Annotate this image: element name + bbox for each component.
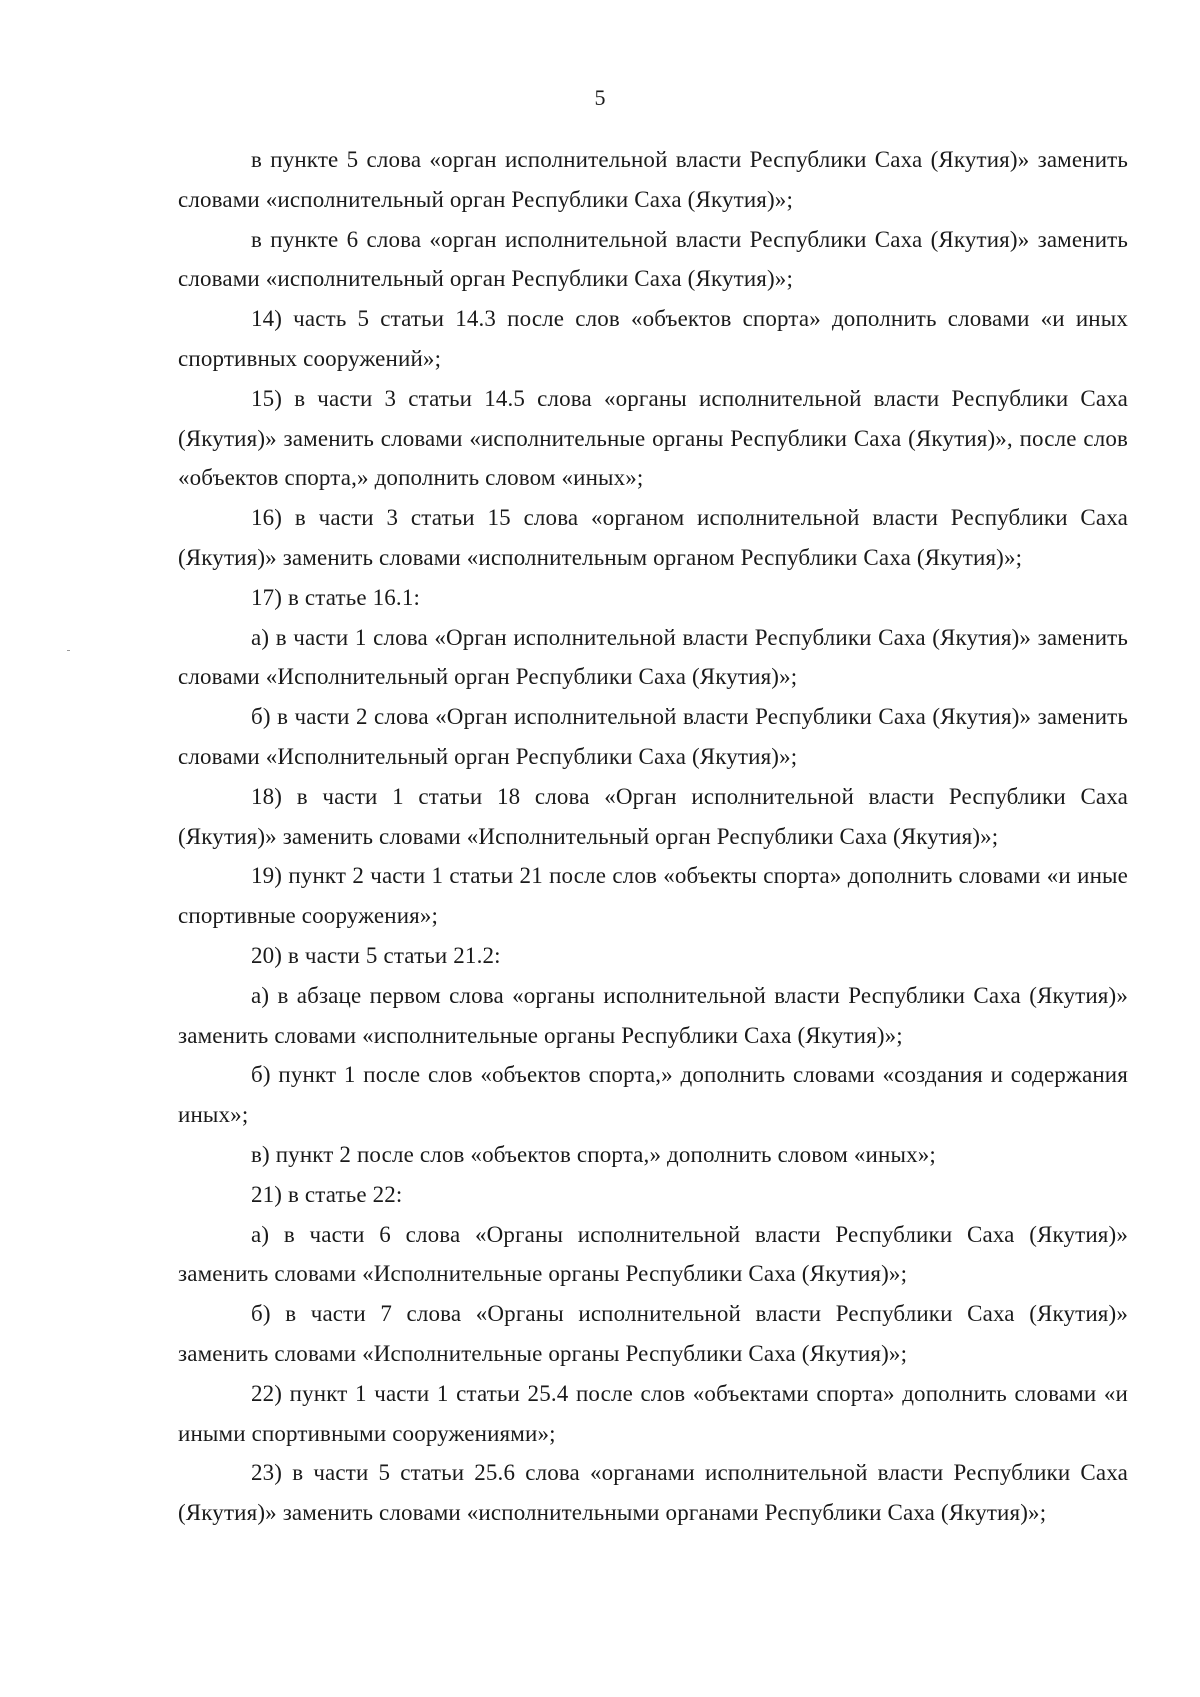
paragraph-17-a: а) в части 1 слова «Орган исполнительной власти Республики Саха (Якутия)» заменить словами «Исполнительный орган Республики Саха (Якутия)»; bbox=[178, 624, 1128, 690]
paragraph-20: 20) в части 5 статьи 21.2: bbox=[251, 942, 501, 968]
paragraph-21: 21) в статье 22: bbox=[251, 1181, 403, 1207]
document-body bbox=[178, 140, 1128, 1533]
page-number: 5 bbox=[594, 85, 606, 110]
paragraph-17: 17) в статье 16.1: bbox=[251, 584, 421, 610]
paragraph-22: 22) пункт 1 части 1 статьи 25.4 после слов «объектами спорта» дополнить словами «и иными спортивными сооружениями»; bbox=[178, 1380, 1128, 1446]
paragraph-17-b: б) в части 2 слова «Орган исполнительной власти Республики Саха (Якутия)» заменить словами «Исполнительный орган Республики Саха (Якутия)»; bbox=[178, 704, 1128, 769]
paragraph-20-a: а) в абзаце первом слова «органы исполнительной власти Республики Саха (Якутия)» заменить словами «исполнительные органы Республики Саха (Якутия)»; bbox=[178, 982, 1128, 1048]
scan-mark bbox=[67, 650, 70, 651]
paragraph-23: 23) в части 5 статьи 25.6 слова «органами исполнительной власти Республики Саха (Якутия)» заменить словами «исполнительными органами Республики Саха (Якутия)»; bbox=[178, 1460, 1128, 1526]
paragraph-item-5-amendment: в пункте 5 слова «орган исполнительной власти Республики Саха (Якутия)» заменить словами «исполнительный орган Республики Саха (Якутия)»; bbox=[178, 147, 1128, 212]
paragraph-19: 19) пункт 2 части 1 статьи 21 после слов «объекты спорта» дополнить словами «и иные спортивные сооружения»; bbox=[178, 863, 1128, 929]
paragraph-21-b: б) в части 7 слова «Органы исполнительной власти Республики Саха (Якутия)» заменить словами «Исполнительные органы Республики Саха (Якутия)»; bbox=[178, 1301, 1128, 1366]
paragraph-item-6-amendment: в пункте 6 слова «орган исполнительной власти Республики Саха (Якутия)» заменить словами «исполнительный орган Республики Саха (Якутия)»; bbox=[178, 226, 1128, 292]
paragraph-16: 16) в части 3 статьи 15 слова «органом исполнительной власти Республики Саха (Якутия)» заменить словами «исполнительным органом Республики Саха (Якутия)»; bbox=[178, 505, 1128, 570]
paragraph-15: 15) в части 3 статьи 14.5 слова «органы исполнительной власти Республики Саха (Якутия)» заменить словами «исполнительные органы Республики Саха (Якутия)», после слов «объектов спорта,» дополнить словом «иных»; bbox=[178, 385, 1128, 491]
paragraph-14: 14) часть 5 статьи 14.3 после слов «объектов спорта» дополнить словами «и иных спортивных сооружений»; bbox=[178, 306, 1128, 371]
paragraph-18: 18) в части 1 статьи 18 слова «Орган исполнительной власти Республики Саха (Якутия)» заменить словами «Исполнительный орган Республики Саха (Якутия)»; bbox=[178, 783, 1128, 849]
paragraph-20-v: в) пункт 2 после слов «объектов спорта,» дополнить словом «иных»; bbox=[251, 1141, 936, 1167]
paragraph-20-b: б) пункт 1 после слов «объектов спорта,» дополнить словами «создания и содержания иных»; bbox=[178, 1062, 1128, 1128]
paragraph-21-a: а) в части 6 слова «Органы исполнительной власти Республики Саха (Якутия)» заменить словами «Исполнительные органы Республики Саха (Якутия)»; bbox=[178, 1221, 1128, 1287]
